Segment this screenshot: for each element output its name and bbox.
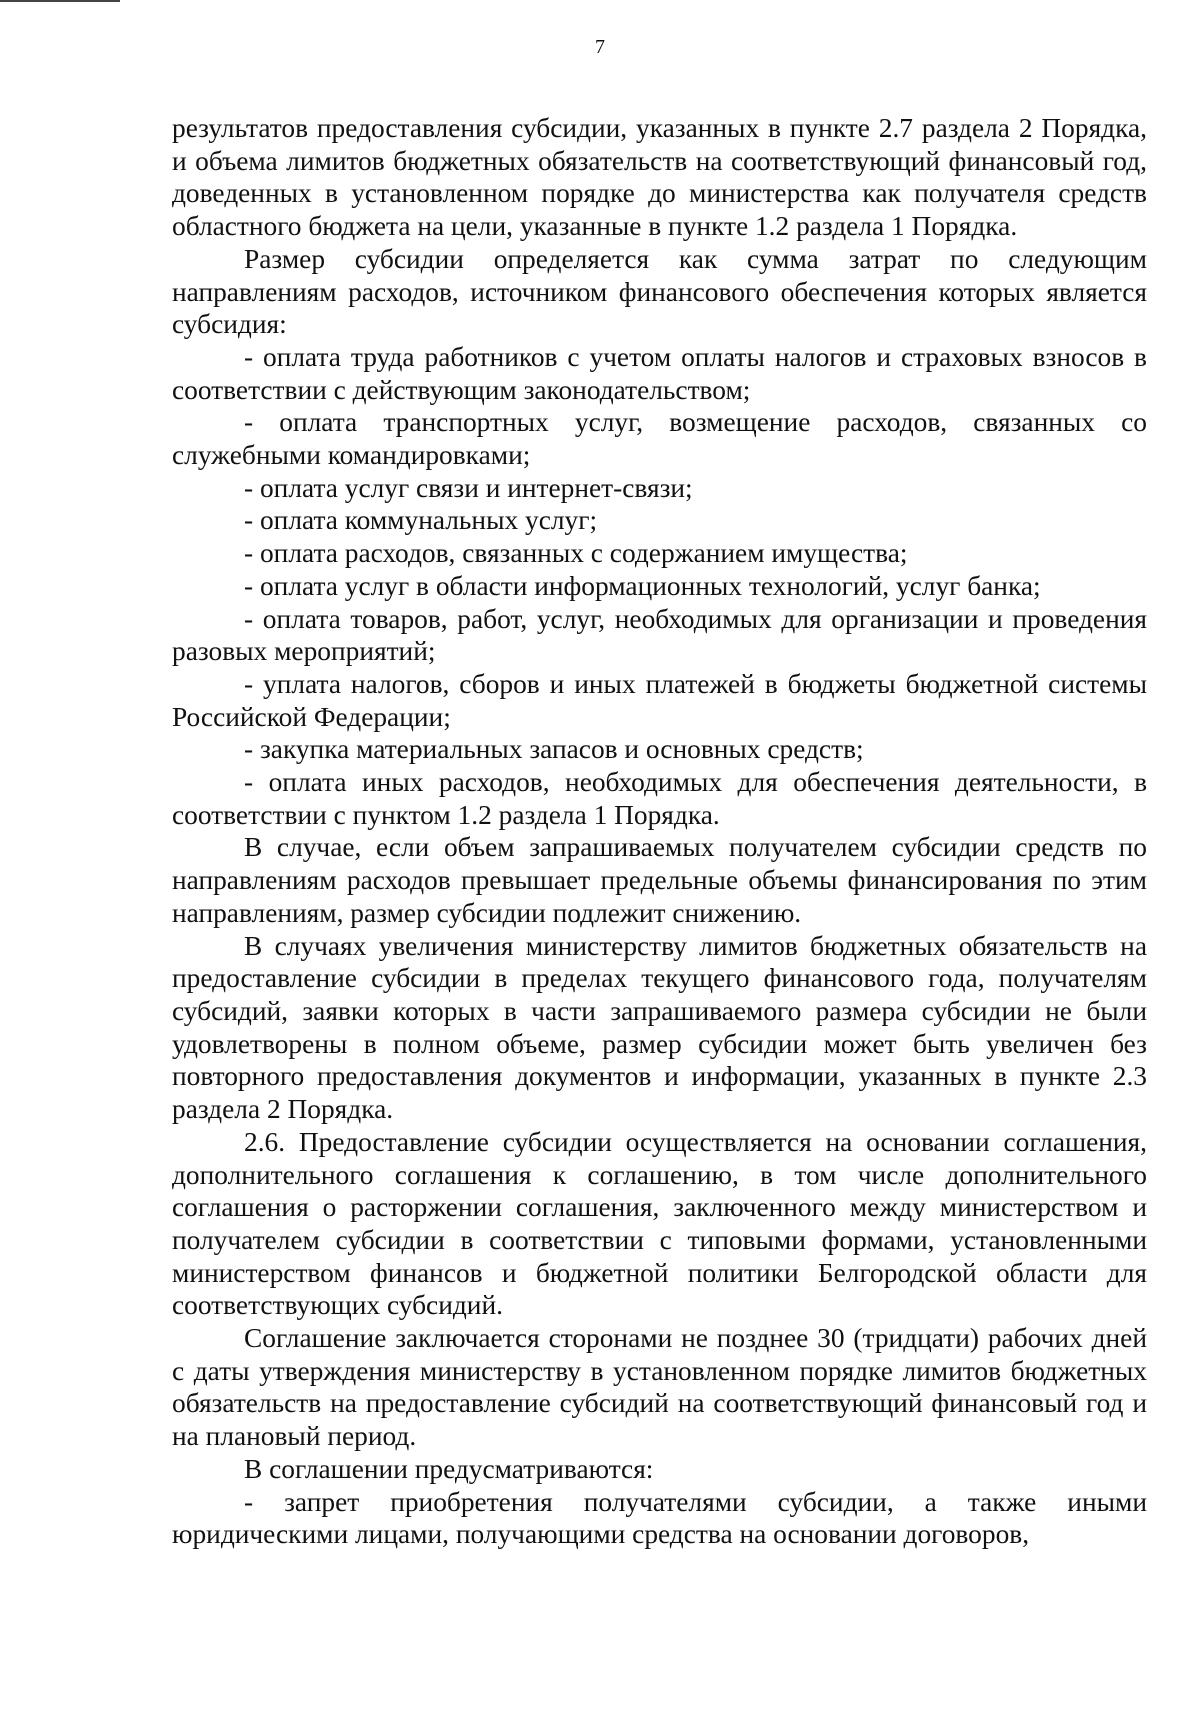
paragraph: - уплата налогов, сборов и иных платежей в бюджеты бюджетной системы Российской Федерации; (172, 668, 1147, 732)
paragraph: 2.6. Предоставление субсидии осуществляется на основании соглашения, дополнительного соглашения к соглашению, в том числе дополнительного соглашения о расторжении соглашения, заключенного между министерством и получателем субсидии в соответствии с типовыми формами, установленными министерством финансов и бюджетной политики Белгородской области для соответствующих субсидий. (172, 1126, 1147, 1321)
paragraph: - оплата услуг связи и интернет-связи; (244, 472, 693, 503)
paragraph: - оплата коммунальных услуг; (244, 505, 598, 536)
paragraph: Размер субсидии определяется как сумма затрат по следующим направлениям расходов, источником финансового обеспечения которых является субсидия: (172, 243, 1147, 340)
document-body (172, 112, 1147, 1551)
page-number: 7 (595, 36, 605, 58)
paragraph: В случаях увеличения министерству лимитов бюджетных обязательств на предоставление субсидии в пределах текущего финансового года, получателям субсидий, заявки которых в части запрашиваемого размера субсидии не были удовлетворены в полном объеме, размер субсидии может быть увеличен без повторного предоставления документов и информации, указанных в пункте 2.3 раздела 2 Порядка. (172, 930, 1147, 1125)
paragraph: - оплата иных расходов, необходимых для обеспечения деятельности, в соответствии с пунктом 1.2 раздела 1 Порядка. (172, 767, 1147, 830)
paragraph: - оплата услуг в области информационных технологий, услуг банка; (244, 570, 1041, 601)
paragraph: В случае, если объем запрашиваемых получателем субсидии средств по направлениям расходов превышает предельные объемы финансирования по этим направлениям, размер субсидии подлежит снижению. (172, 832, 1147, 928)
paragraph: - оплата труда работников с учетом оплаты налогов и страховых взносов в соответствии с действующим законодательством; (172, 341, 1147, 405)
paragraph: - оплата товаров, работ, услуг, необходимых для организации и проведения разовых мероприятий; (172, 603, 1147, 667)
paragraph: результатов предоставления субсидии, указанных в пункте 2.7 раздела 2 Порядка, и объема лимитов бюджетных обязательств на соответствующий финансовый год, доведенных в установленном порядке до министерства как получателя средств областного бюджета на цели, указанные в пункте 1.2 раздела 1 Порядка. (172, 113, 1147, 242)
paragraph: - закупка материальных запасов и основных средств; (244, 734, 864, 765)
paragraph: - запрет приобретения получателями субсидии, а также иными юридическими лицами, получающими средства на основании договоров, (172, 1486, 1147, 1550)
paragraph: В соглашении предусматриваются: (244, 1453, 654, 1484)
paragraph: - оплата транспортных услуг, возмещение расходов, связанных со служебными командировками; (172, 407, 1147, 471)
paragraph: - оплата расходов, связанных с содержанием имущества; (244, 538, 908, 569)
scan-edge-mark (0, 0, 120, 2)
paragraph: Соглашение заключается сторонами не позднее 30 (тридцати) рабочих дней с даты утверждения министерству в установленном порядке лимитов бюджетных обязательств на предоставление субсидий на соответствующий финансовый год и на плановый период. (172, 1323, 1147, 1452)
